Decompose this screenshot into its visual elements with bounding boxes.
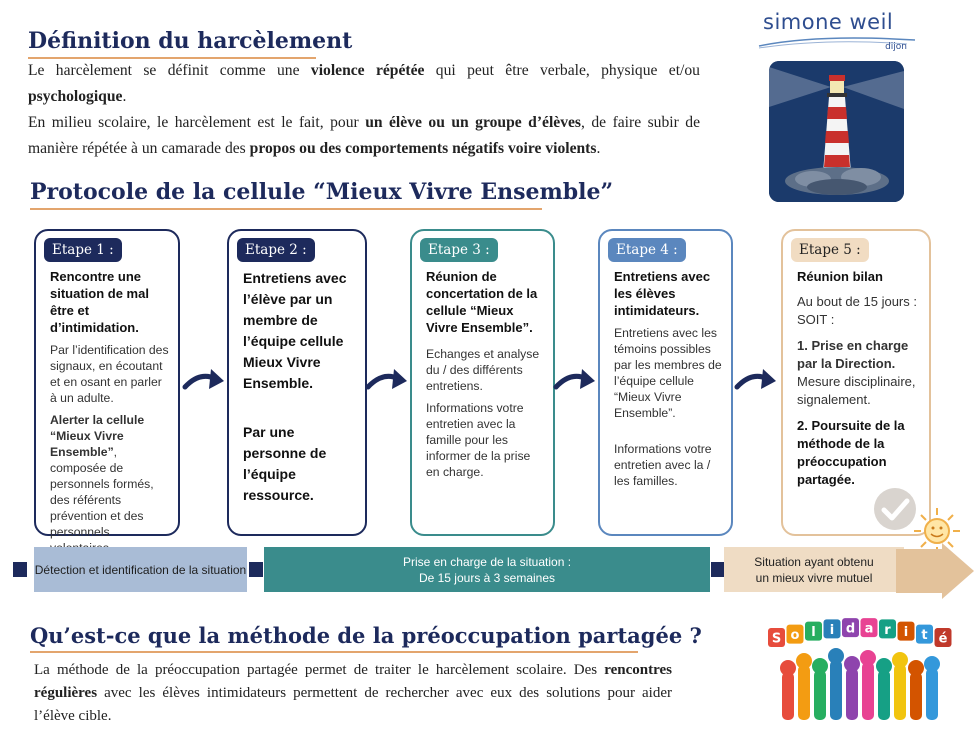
timeline-prise-line-1: Prise en charge de la situation : [402,554,572,569]
timeline-result-line-1: Situation ayant obtenu [754,554,874,569]
step-2-body [243,268,357,512]
step-3-card [410,229,555,536]
step-1-text: Par l’identification des signaux, en écoutant et en osant en parler à un adulte. [50,343,169,405]
arrow-right-icon [553,365,597,395]
title-underline [30,208,542,210]
step-5-tag: Etape 5 : [791,238,869,262]
timeline-prise-line-2: De 15 jours à 3 semaines [418,570,556,585]
method-text [34,659,672,728]
timeline-detection [34,547,247,592]
protocol-title-text: Protocole de la cellule “Mieux Vivre Ensemble” [30,179,614,205]
text-run: En milieu scolaire, le harcèlement est le fait, pour [28,114,366,131]
step-3-heading: Réunion de concertation de la cellule “Mieux Vivre Ensemble”. [426,269,538,335]
timeline-marker [711,562,725,577]
text-run: avec les élèves intimidateurs permettent de rechercher avec eux des solutions pour aider l’élève cible. [34,685,672,724]
solidarity-illustration [760,610,960,725]
step-4-card [598,229,733,536]
timeline-prise-text [403,554,571,586]
letter-tile-text: S [771,631,782,647]
step-3-tag: Etape 3 : [420,238,498,262]
text-bold: violence répétée [310,62,425,79]
definition-title [28,28,352,54]
step-1-text-2 [50,412,170,556]
timeline-arrow-icon [896,543,974,599]
step-1-tag: Etape 1 : [44,238,122,262]
letter-tile-text: é [938,631,948,647]
logo-city: dijon [885,42,907,52]
letter-tile-text: o [790,628,800,644]
method-title [30,623,702,648]
school-logo [757,6,917,56]
letter-tile-text: i [903,625,909,641]
text-run: , composée de personnels formés, des référents prévention et des personnels [50,445,154,539]
protocol-title [30,179,613,205]
method-title-text: Qu’est-ce que la méthode de la préoccupation partagée ? [30,623,702,648]
definition-text [28,58,700,162]
timeline-marker [249,562,263,577]
step-2-tag: Etape 2 : [237,238,315,262]
letter-tile-text: d [845,621,856,637]
lighthouse-icon [769,61,904,202]
step-5-heading: Réunion bilan [797,269,883,284]
timeline-detection-text: Détection et identification de la situation [34,562,247,577]
timeline-result [724,547,904,592]
text-run: La méthode de la préoccupation partagée permet de traiter le harcèlement scolaire. Des [34,662,605,678]
text-run: Le harcèlement se définit comme une [28,62,311,79]
arrow-right-icon [182,365,226,395]
step-5-text: Au bout de 15 jours : SOIT : [797,294,917,327]
step-2-card [227,229,367,536]
step-1-body [50,268,170,562]
step-1-heading: Rencontre une situation de mal être et d’intimidation. [50,269,149,335]
letter-tile-text: r [884,622,891,638]
text-run: Mesure disciplinaire, signalement. [797,374,916,407]
text-run: . [596,140,601,157]
step-3-body [426,268,545,486]
text-run: qui peut être verbale, physique et/ou [424,62,700,79]
step-4-tag: Etape 4 : [608,238,686,262]
text-bold: propos ou des comportements négatifs voire violents [249,140,597,157]
text-bold: psychologique [28,88,123,105]
title-underline [30,651,638,653]
timeline-prise-en-charge [264,547,710,592]
definition-title-text: Définition du harcèlement [28,28,353,54]
text-run: . [122,88,127,105]
text-run: , de faire subir de manière répétée à un camarade des [28,114,700,157]
letter-tile-text: l [811,625,816,641]
step-1-card [34,229,180,539]
step-4-text-2: Informations votre entretien avec la / les familles. [614,442,712,488]
step-5-body [797,268,921,495]
text-bold: un élève ou un groupe d’élèves [365,114,581,131]
letter-tile-text: a [864,621,874,637]
step-5-text-3: 2. Poursuite de la méthode de la préoccupation partagée. [797,418,905,487]
text-bold: 1. Prise en charge par la Direction. [797,338,909,371]
timeline-marker [13,562,27,577]
step-3-text: Echanges et analyse du / des différents entretiens. [426,347,540,393]
raised-hands-icon [760,610,960,725]
step-2-text: Par une personne de l’équipe ressource. [243,424,327,503]
step-4-heading: Entretiens avec les élèves intimidateurs. [614,269,711,318]
step-2-heading: Entretiens avec l’élève par un membre de l’équipe cellule Mieux Vivre Ensemble. [243,270,347,391]
timeline-result-line-2: un mieux vivre mutuel [755,570,873,585]
step-3-text-2: Informations votre entretien avec la famille pour les informer de la prise en charge. [426,401,531,479]
letter-tile-text: i [829,622,835,638]
step-4-text: Entretiens avec les témoins possibles par les membres de l’équipe cellule “Mieux Vivre Ensemble”. [614,326,722,420]
arrow-right-icon [734,365,778,395]
step-4-body [614,268,723,495]
letter-tile-text: t [921,628,928,644]
logo-name: simone weil [763,10,894,34]
timeline-result-text [754,554,873,586]
lighthouse-illustration [769,61,904,202]
step-5-text-2 [797,337,921,409]
arrow-right-icon [365,365,409,395]
text-bold: rencontres régulières [34,662,672,701]
text-bold: Alerter la cellule “Mieux Vivre Ensemble” [50,413,145,459]
